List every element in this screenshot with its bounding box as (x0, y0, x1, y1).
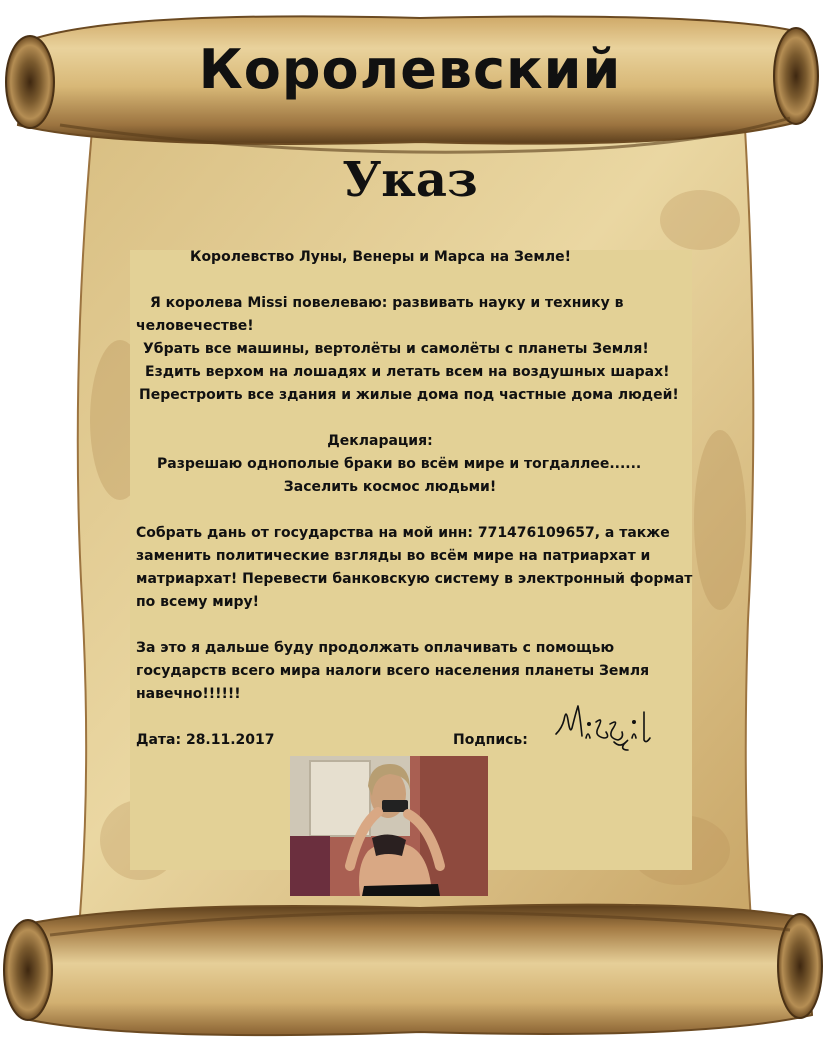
decree-line: человечестве! (136, 318, 254, 334)
decree-line: Убрать все машины, вертолёты и самолёты с планеты Земля! (143, 341, 649, 357)
selfie-photo (290, 756, 488, 896)
decree-line: Ездить верхом на лошадях и летать всем на воздушных шарах! (145, 364, 670, 380)
collect-line: матриархат! Перевести банковскую систему в электронный формат (136, 571, 693, 587)
decree-heading: Королевство Луны, Венеры и Марса на Земле! (190, 249, 571, 265)
payment-line: навечно!!!!!! (136, 686, 241, 702)
decree-title: Королевский (198, 38, 622, 101)
declaration-line: Разрешаю однополые браки во всём мире и тогдаллее...... (157, 456, 642, 472)
date-label: Дата: 28.11.2017 (136, 732, 275, 748)
collect-line: Собрать дань от государства на мой инн: 771476109657, а также (136, 525, 670, 541)
decree-line: Перестроить все здания и жилые дома под частные дома людей! (139, 387, 679, 403)
collect-line: по всему миру! (136, 594, 260, 610)
payment-line: За это я дальше буду продолжать оплачивать с помощью (136, 640, 615, 656)
decree-line: Я королева Missi повелеваю: развивать науку и технику в (150, 295, 624, 311)
payment-line: государств всего мира налоги всего населения планеты Земля (136, 663, 650, 679)
decree-subtitle: Указ (342, 152, 478, 208)
handwritten-signature (552, 698, 662, 760)
collect-line: заменить политические взгляды во всём мире на патриархат и (136, 548, 651, 564)
declaration-line: Заселить космос людьми! (283, 479, 497, 495)
signature-label: Подпись: (453, 732, 528, 748)
declaration-label: Декларация: (327, 433, 433, 449)
